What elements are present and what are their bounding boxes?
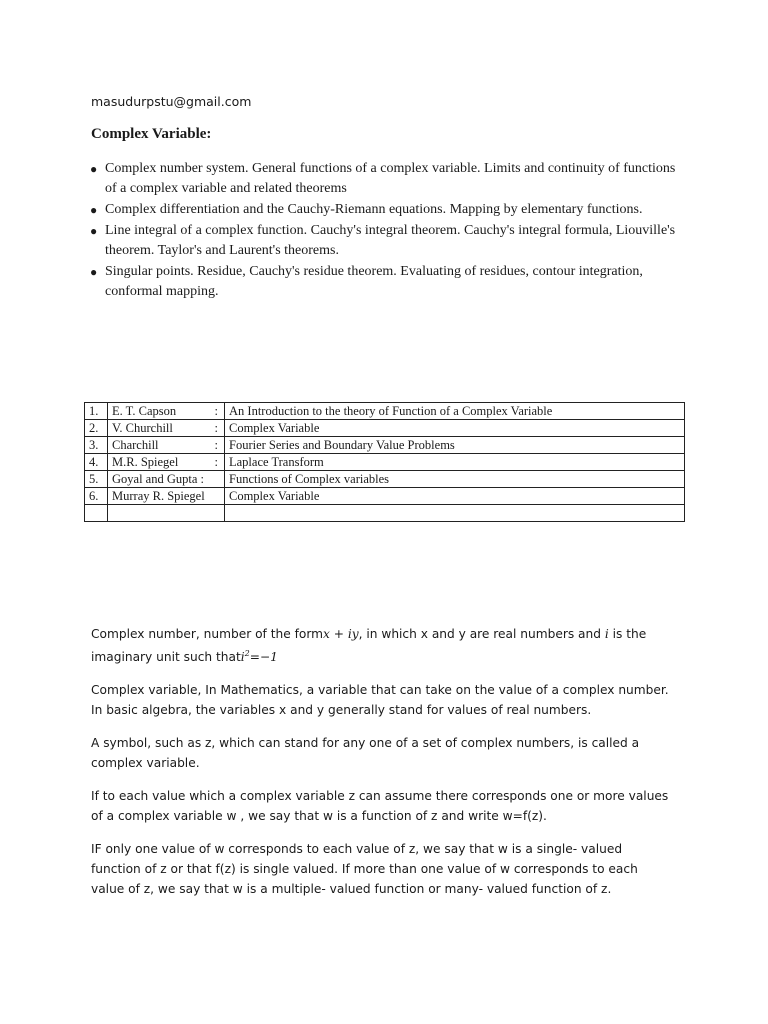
ref-author: V. Churchill : — [108, 420, 225, 437]
body-paragraph: If to each value which a complex variable z can assume there corresponds one or more values of a complex variable w , we say that w is a function of z and write w=f(z). — [91, 789, 669, 823]
ref-number: 1. — [85, 403, 108, 420]
ref-number: 4. — [85, 454, 108, 471]
bullet-icon: ● — [90, 224, 98, 238]
ref-author: Murray R. Spiegel — [108, 488, 225, 505]
ref-author: Goyal and Gupta : — [108, 471, 225, 488]
ref-author — [108, 505, 225, 522]
ref-title: Complex Variable — [225, 488, 685, 505]
list-item: ● Complex number system. General functions of a complex variable. Limits and continuity of functions of a complex variable and related theorems — [90, 161, 676, 196]
definition-paragraph: Complex number, number of the formx + iy, in which x and y are real numbers and i is the imaginary unit such thati$^2$=−1 — [91, 627, 647, 665]
ref-author: M.R. Spiegel : — [108, 454, 225, 471]
ref-title: Functions of Complex variables — [225, 471, 685, 488]
body-paragraph: A symbol, such as z, which can stand for any one of a set of complex numbers, is called a complex variable. — [91, 736, 640, 770]
table-row — [85, 454, 685, 471]
ref-title: Complex Variable — [225, 420, 685, 437]
reference-table — [84, 402, 685, 522]
ref-author: Charchill : — [108, 437, 225, 454]
list-item: ● Line integral of a complex function. Cauchy's integral theorem. Cauchy's integral formula, Liouville's theorem. Taylor's and Laurent's theorems. — [90, 223, 676, 258]
list-item: ● Singular points. Residue, Cauchy's residue theorem. Evaluating of residues, contour integration, conformal mapping. — [90, 264, 643, 299]
math-expression: i — [240, 650, 245, 665]
topic-list — [90, 159, 690, 303]
math-expression: =−1 — [249, 650, 278, 665]
ref-title: An Introduction to the theory of Function of a Complex Variable — [225, 403, 685, 420]
ref-title — [225, 505, 685, 522]
ref-number: 6. — [85, 488, 108, 505]
ref-title: Fourier Series and Boundary Value Problems — [225, 437, 685, 454]
math-expression: i — [604, 627, 609, 641]
ref-number: 2. — [85, 420, 108, 437]
body-paragraph: Complex variable, In Mathematics, a variable that can take on the value of a complex number. In basic algebra, the variables x and y generally stand for values of real numbers. — [91, 683, 669, 717]
math-expression: x + iy — [323, 627, 359, 641]
list-item: ● Complex differentiation and the Cauchy-Riemann equations. Mapping by elementary functions. — [90, 200, 690, 220]
ref-number: 3. — [85, 437, 108, 454]
email-address: masudurpstu@gmail.com — [91, 94, 252, 109]
ref-number: 5. — [85, 471, 108, 488]
section-heading: Complex Variable: — [91, 126, 212, 142]
bullet-icon: ● — [90, 162, 98, 176]
table-row — [85, 488, 685, 505]
table-row — [85, 437, 685, 454]
ref-title: Laplace Transform — [225, 454, 685, 471]
bullet-icon: ● — [90, 265, 98, 279]
bullet-icon: ● — [90, 203, 98, 217]
ref-number — [85, 505, 108, 522]
table-row — [85, 505, 685, 522]
table-row — [85, 403, 685, 420]
table-row — [85, 471, 685, 488]
ref-author: E. T. Capson : — [108, 403, 225, 420]
body-paragraph: IF only one value of w corresponds to each value of z, we say that w is a single- valued function of z or that f(z) is single valued. If more than one value of w corresponds to each value of z, we say that w is a multiple- valued function or many- valued function of z. — [91, 842, 638, 896]
table-row — [85, 420, 685, 437]
